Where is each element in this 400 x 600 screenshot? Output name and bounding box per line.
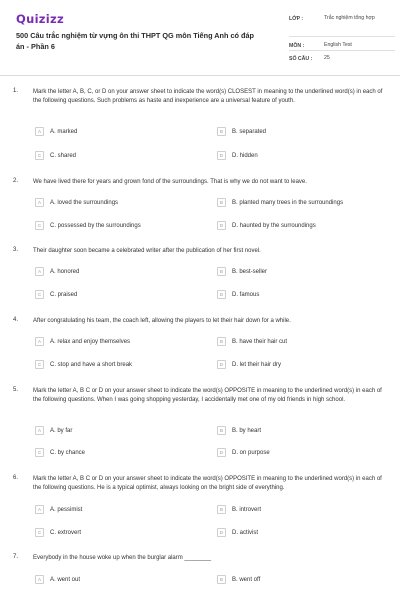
option-d[interactable] [217,289,259,300]
header-divider [0,75,400,76]
option-letter-box: B [217,127,226,136]
option-text: C. extrovert [50,529,82,536]
option-text: B. by heart [232,427,262,434]
option-text: B. separated [232,128,267,135]
option-letter-box: C [35,221,44,230]
option-a[interactable] [35,197,118,208]
option-a[interactable] [35,425,72,436]
question-text: Their daughter soon became a celebrated writer after the publication of her first novel. [33,248,261,254]
question-text: Everybody in the house woke up when the burglar alarm ________ [33,555,212,561]
option-letter-box: D [217,221,226,230]
option-text: A. relax and enjoy themselves [50,338,131,345]
option-text: B. introvert [232,506,262,513]
option-text: A. by far [50,427,73,434]
option-letter-box: D [217,528,226,537]
option-letter-box: A [35,426,44,435]
option-letter-box: A [35,575,44,584]
option-text: B. planted many trees in the surroundings [232,199,344,206]
option-letter-box: C [35,290,44,299]
option-letter-box: C [35,448,44,457]
option-text: C. shared [50,152,77,159]
option-a[interactable] [35,266,79,277]
option-c[interactable] [35,527,81,538]
option-b[interactable] [217,126,266,137]
option-letter-box: B [217,198,226,207]
option-b[interactable] [217,266,267,277]
option-text: C. praised [50,291,78,298]
option-letter-box: B [217,337,226,346]
meta-class-label: LỚP : [289,16,304,22]
option-text: C. by chance [50,449,86,456]
option-c[interactable] [35,220,141,231]
option-b[interactable] [217,197,343,208]
quizizz-logo: Quizizz [16,12,65,26]
option-b[interactable] [217,504,261,515]
option-text: D. let their hair dry [232,361,282,368]
meta-subject-value: English Test [324,42,352,48]
question-number: 1. [13,88,19,94]
option-c[interactable] [35,359,132,370]
option-a[interactable] [35,336,130,347]
option-b[interactable] [217,425,261,436]
question-text: After congratulating his team, the coach left, allowing the players to let their hair down for a while. [33,318,291,324]
option-text: A. honored [50,268,80,275]
question-number: 5. [13,387,19,393]
question-text: Mark the letter A, B, C, or D on your answer sheet to indicate the word(s) CLOSEST in meaning to the underlined word(s) in each of the following questions. Such problems as haste and inexperience are a universal feature of youth. [33,89,383,104]
meta-count-label: SỐ CÂU : [289,56,313,62]
option-text: C. possessed by the surroundings [50,222,141,229]
question-text: Mark the letter A, B C or D on your answer sheet to indicate the word(s) OPPOSITE in meaning to the underlined word(s) in each of the following questions. He is a typical optimist, always looking on the bright side of everything. [33,476,382,491]
option-b[interactable] [217,336,287,347]
option-text: B. have their hair cut [232,338,288,345]
question-number: 3. [13,247,19,253]
option-text: A. went out [50,576,81,583]
option-text: D. on purpose [232,449,270,456]
option-letter-box: B [217,575,226,584]
option-c[interactable] [35,150,76,161]
option-d[interactable] [217,527,258,538]
question-number: 7. [13,554,19,560]
question-number: 6. [13,475,19,481]
option-d[interactable] [217,359,281,370]
option-letter-box: D [217,360,226,369]
option-d[interactable] [217,150,258,161]
option-letter-box: D [217,290,226,299]
option-letter-box: A [35,127,44,136]
document-title: 500 Câu trắc nghiệm từ vựng ôn thi THPT QG môn Tiếng Anh có đáp án - Phần 6 [16,31,255,51]
meta-subject-label: MÔN : [289,43,305,49]
option-a[interactable] [35,126,77,137]
option-d[interactable] [217,220,316,231]
option-text: A. pessimist [50,506,83,513]
question-text: We have lived there for years and grown fond of the surroundings. That is why we do not want to leave. [33,179,307,185]
option-text: D. haunted by the surroundings [232,222,316,229]
option-c[interactable] [35,289,77,300]
option-a[interactable] [35,574,80,585]
worksheet-meta [289,14,395,65]
question-text: Mark the letter A, B C or D on your answer sheet to indicate the word(s) OPPOSITE in meaning to the underlined word(s) in each of the following questions. When I was going shopping yesterday, I accidentally met one of my old friends in high school. [33,388,382,403]
option-text: A. loved the surroundings [50,199,119,206]
option-letter-box: B [217,267,226,276]
option-letter-box: A [35,198,44,207]
meta-count-value: 25 [324,55,330,61]
option-c[interactable] [35,447,85,458]
option-text: B. best-seller [232,268,268,275]
option-letter-box: D [217,151,226,160]
option-text: B. went off [232,576,261,583]
option-letter-box: A [35,337,44,346]
option-d[interactable] [217,447,270,458]
option-letter-box: A [35,505,44,514]
option-a[interactable] [35,504,82,515]
option-letter-box: C [35,528,44,537]
option-text: C. stop and have a short break [50,361,133,368]
option-letter-box: C [35,151,44,160]
option-letter-box: B [217,505,226,514]
option-letter-box: C [35,360,44,369]
question-number: 2. [13,178,19,184]
meta-count-row [289,51,395,65]
option-text: D. hidden [232,152,258,159]
option-text: D. activist [232,529,259,536]
option-letter-box: D [217,448,226,457]
option-text: A. marked [50,128,78,135]
meta-class-row [289,14,395,37]
option-letter-box: A [35,267,44,276]
meta-subject-row [289,37,395,51]
option-b[interactable] [217,574,260,585]
option-text: D. famous [232,291,260,298]
question-number: 4. [13,317,19,323]
option-letter-box: B [217,426,226,435]
meta-class-value: Trắc nghiệm tổng hợp [324,15,375,21]
